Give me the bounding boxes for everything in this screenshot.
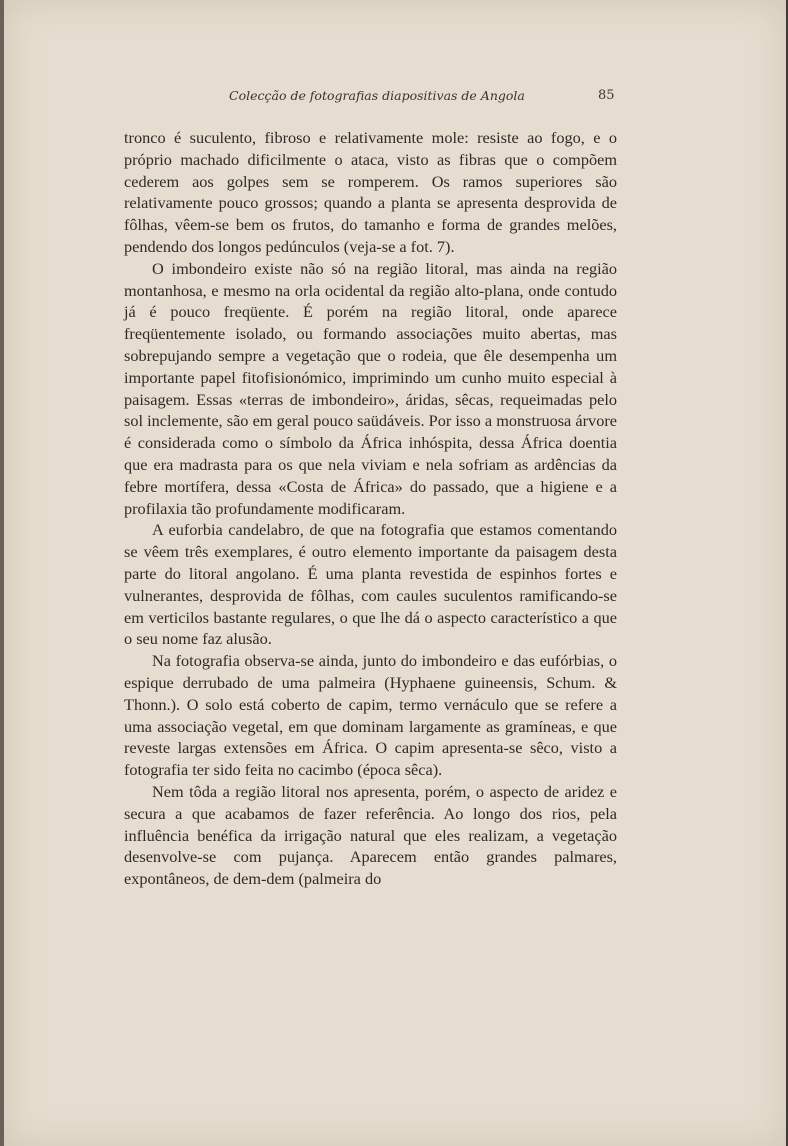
paragraph-euforbia: A euforbia candelabro, de que na fotografia que estamos comentando se vêem três exemplares, é outro elemento importante da paisagem desta parte do litoral angolano. É uma planta revestida de espinhos fortes e vulnerantes, desprovida de fôlhas, com caules suculentos ramificando-se em verticilos bastante regulares, o que lhe dá o aspecto característico a que o seu nome faz alusão. xyxy=(124,520,617,649)
page-header xyxy=(4,88,786,108)
book-page xyxy=(4,0,786,1146)
paragraph-continuation: tronco é suculento, fibroso e relativamente mole: resiste ao fogo, e o próprio machado dificilmente o ataca, visto as fibras que o compõem cederem aos golpes sem se romperem. Os ramos superiores são relativamente pouco grossos; quando a planta se apresenta desprovida de fôlhas, vêem-se bem os frutos, do tamanho e forma de grandes melões, pendendo dos longos pedúnculos (veja-se a fot. 7). xyxy=(124,128,617,256)
running-title: Colecção de fotografias diapositivas de Angola xyxy=(229,88,525,103)
paragraph-fotografia: Na fotografia observa-se ainda, junto do imbondeiro e das eufórbias, o espique derrubado de uma palmeira (Hyphaene guineensis, Schum. & Thonn.). O solo está coberto de capim, termo vernáculo que se refere a uma associação vegetal, em que dominam largamente as gramíneas, e que reveste largas extensões em África. O capim apresenta-se sêco, visto a fotografia ter sido feita no cacimbo (época sêca). xyxy=(124,651,617,780)
paragraph-imbondeiro: O imbondeiro existe não só na região litoral, mas ainda na região montanhosa, e mesmo na orla ocidental da região alto-plana, onde contudo já é pouco freqüente. É porém na região litoral, onde aparece freqüentemente isolado, ou formando associações muito abertas, mas sobrepujando sempre a vegetação que o rodeia, que êle desempenha um importante papel fitofisionómico, imprimindo um cunho muito especial à paisagem. Essas «terras de imbondeiro», áridas, sêcas, requeimadas pelo sol inclemente, são em geral pouco saüdáveis. Por isso a monstruosa árvore é considerada como o símbolo da África inhóspita, dessa África doentia que era madrasta para os que nela viviam e nela sofriam as ardências da febre mortífera, dessa «Costa de África» do passado, que a higiene e a profilaxia tão profundamente modificaram. xyxy=(124,258,617,518)
body-text xyxy=(124,127,617,890)
paragraph-regiao-litoral: Nem tôda a região litoral nos apresenta, porém, o aspecto de aridez e secura a que acabamos de fazer referência. Ao longo dos rios, pela influência benéfica da irrigação natural que eles realizam, a vegetação desenvolve-se com pujança. Aparecem então grandes palmares, expontâneos, de dem-dem (palmeira do xyxy=(124,781,617,889)
page-number: 85 xyxy=(598,88,615,103)
